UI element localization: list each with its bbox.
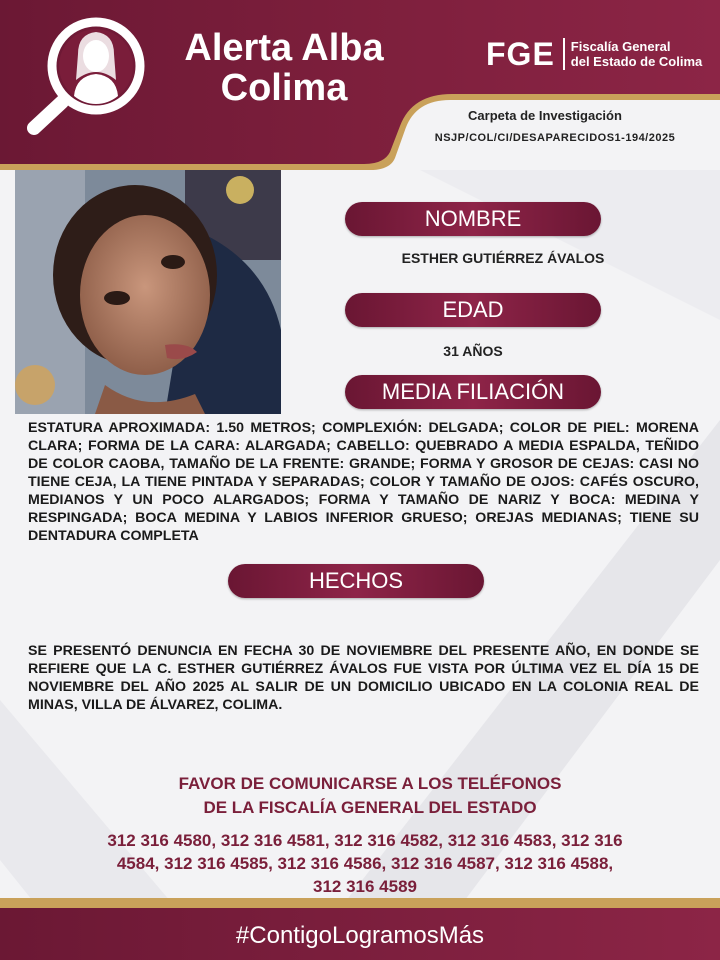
contact-heading: [100, 772, 640, 820]
filiacion-text: ESTATURA APROXIMADA: 1.50 METROS; COMPLEXIÓN: DELGADA; COLOR DE PIEL: MORENA CLARA; FORMA DE LA CARA: ALARGADA; CABELLO: QUEBRADO A MEDIA ESPALDA, TEÑIDO DE COLOR CAOBA, TAMAÑO DE LA FRENTE: GRANDE; FORMA Y GROSOR DE CEJAS: CASI NO TIENE CEJA, LA TIENE PINTADA Y SEPARADAS; COLOR Y TAMAÑO DE OJOS: CAFÉS OSCURO, MEDIANOS Y UN POCO ALARGADOS; FORMA Y TAMAÑO DE NARIZ Y BOCA: MEDINA Y RESPINGADA; BOCA MEDINA Y LABIOS INFERIOR GRUESO; OREJAS MEDIANAS; TIENE SU DENTADURA COMPLETA: [28, 420, 699, 544]
filiacion-label: MEDIA FILIACIÓN: [345, 375, 601, 409]
nombre-label: NOMBRE: [345, 202, 601, 236]
footer-hashtag: #ContigoLogramosMás: [235, 922, 485, 949]
nombre-value: ESTHER GUTIÉRREZ ÁVALOS: [401, 250, 605, 266]
phone-numbers-line2: 4584, 312 316 4585, 312 316 4586, 312 316 4587, 312 316 4588,: [116, 854, 614, 873]
fge-divider: [563, 38, 565, 70]
alert-title: [164, 28, 404, 108]
alert-title-line2: Colima: [220, 67, 348, 109]
phone-numbers: [60, 829, 670, 898]
carpeta-number: NSJP/COL/CI/DESAPARECIDOS1-194/2025: [434, 132, 676, 144]
fge-fullname: [571, 39, 702, 69]
fge-logo: [486, 34, 702, 74]
alert-title-line1: Alerta Alba: [184, 27, 384, 69]
contact-heading-line1: FAVOR DE COMUNICARSE A LOS TELÉFONOS: [178, 774, 562, 793]
phone-numbers-line1: 312 316 4580, 312 316 4581, 312 316 4582, 312 316 4583, 312 316: [107, 831, 623, 850]
carpeta-label: Carpeta de Investigación: [468, 108, 622, 123]
hechos-text: SE PRESENTÓ DENUNCIA EN FECHA 30 DE NOVIEMBRE DEL PRESENTE AÑO, EN DONDE SE REFIERE QUE LA C. ESTHER GUTIÉRREZ ÁVALOS FUE VISTA POR ÚLTIMA VEZ EL DÍA 15 DE NOVIEMBRE DEL AÑO 2025 AL SALIR DE UN DOMICILIO UBICADO EN LA COLONIA REAL DE MINAS, VILLA DE ÁLVAREZ, COLIMA.: [28, 643, 699, 713]
missing-person-photo: [15, 170, 281, 414]
phone-numbers-line3: 312 316 4589: [313, 877, 417, 896]
hechos-label: HECHOS: [228, 564, 484, 598]
fge-acronym: FGE: [486, 35, 555, 72]
edad-label: EDAD: [345, 293, 601, 327]
edad-value: 31 AÑOS: [443, 343, 503, 359]
fge-fullname-line1: Fiscalía General: [570, 39, 671, 54]
magnifier-woman-icon: [22, 14, 150, 138]
fge-fullname-line2: del Estado de Colima: [570, 54, 703, 69]
contact-heading-line2: DE LA FISCALÍA GENERAL DEL ESTADO: [203, 798, 537, 817]
